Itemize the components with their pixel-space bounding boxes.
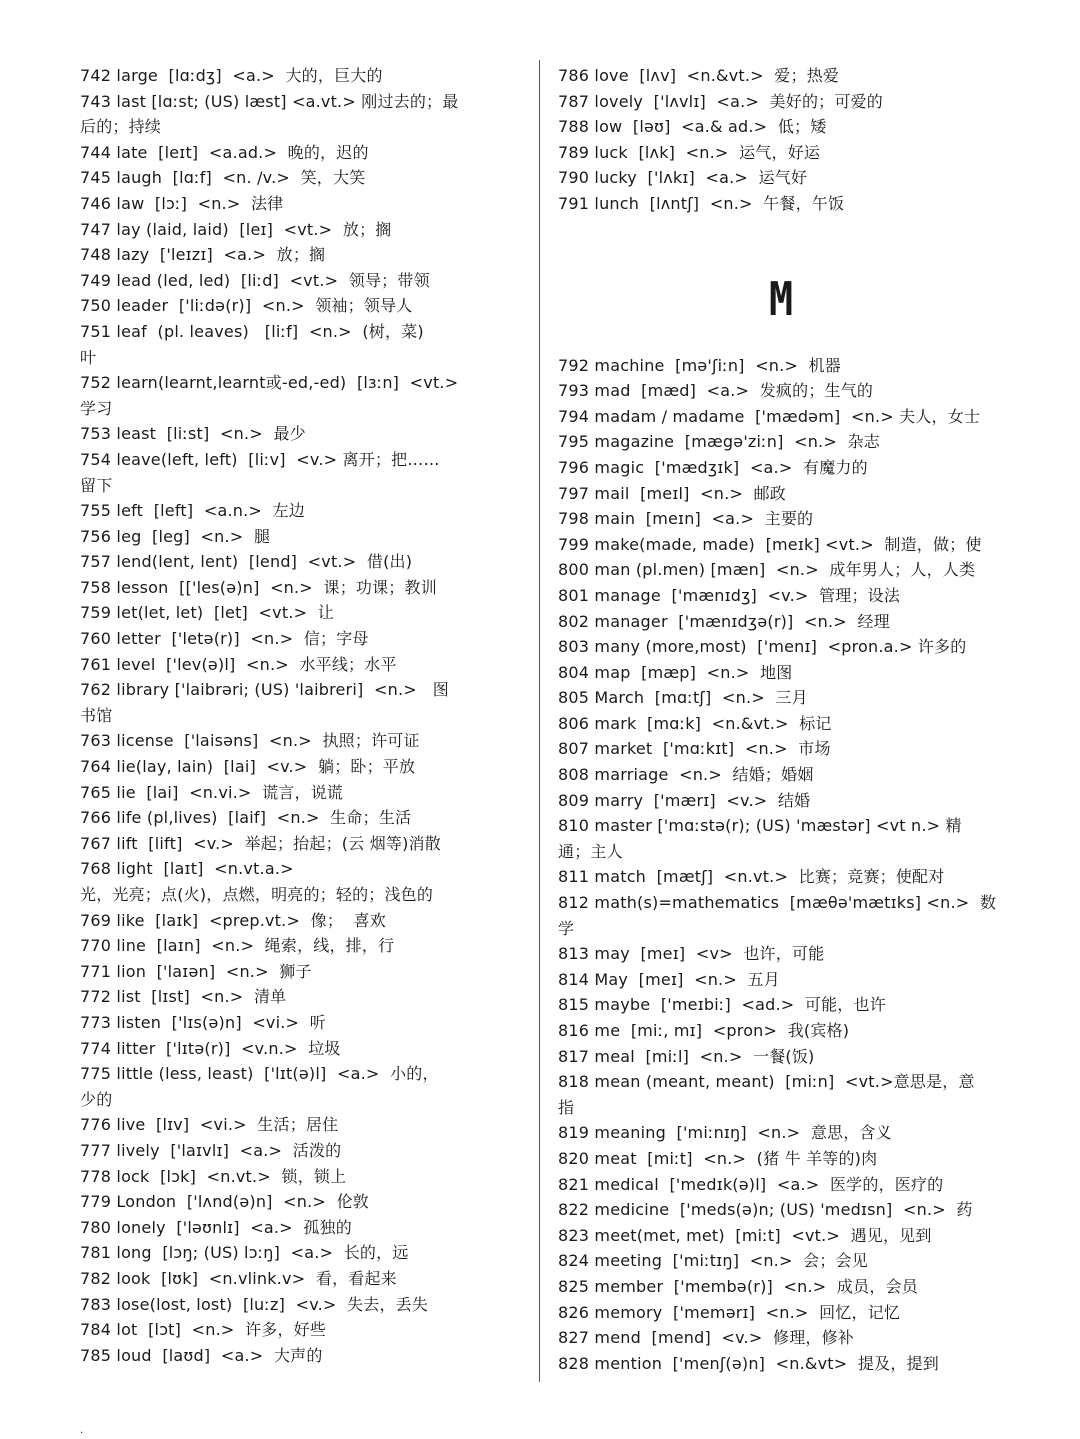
entry-line: 757 lend(lent, lent) [lend] <vt.> 借(出)	[80, 552, 413, 572]
entry-line: 746 law [lɔː] <n.> 法律	[80, 193, 284, 213]
entry-line: 752 learn(learnt,learnt或-ed,-ed) [lɜːn] <vt.>	[80, 373, 459, 393]
entry-line: 少的	[80, 1089, 113, 1109]
entry-line: 770 line [laɪn] <n.> 绳索，线，排，行	[80, 936, 395, 956]
entry-line: 785 loud [laʊd] <a.> 大声的	[80, 1345, 323, 1365]
entry-line: 768 light [laɪt] <n.vt.a.>	[80, 859, 294, 879]
column-divider	[539, 60, 540, 1382]
entry-line: 书馆	[80, 705, 113, 725]
entry-line: 805 March [mɑːtʃ] <n.> 三月	[558, 688, 808, 708]
entry-line: 767 lift [lift] <v.> 举起；抬起；(云 烟等)消散	[80, 833, 441, 853]
entry-line: 809 marry ['mærɪ] <v.> 结婚	[558, 790, 811, 810]
entry-line: 824 meeting ['miːtɪŋ] <n.> 会；会见	[558, 1251, 868, 1271]
entry-line: 823 meet(met, met) [miːt] <vt.> 遇见，见到	[558, 1225, 932, 1245]
entry-line: 指	[558, 1097, 575, 1117]
entry-line: 808 marriage <n.> 结婚；婚姻	[558, 765, 814, 785]
entry-line: 773 listen ['lɪs(ə)n] <vi.> 听	[80, 1012, 326, 1032]
entry-line: 820 meat [miːt] <n.> (猪 牛 羊等的)肉	[558, 1148, 878, 1168]
left-column	[80, 63, 522, 1368]
right-column	[558, 63, 1004, 1376]
entry-line: 762 library ['laibrəri; (US) 'laibreri] <n.> 图	[80, 680, 449, 700]
entry-line: 750 leader ['liːdə(r)] <n.> 领袖；领导人	[80, 296, 413, 316]
entry-line: 通；主人	[558, 841, 623, 861]
entry-line: 826 memory ['memərɪ] <n.> 回忆，记忆	[558, 1302, 901, 1322]
entry-line: 叶	[80, 347, 97, 367]
entry-line: 764 lie(lay, lain) [lai] <v.> 躺；卧；平放	[80, 757, 416, 777]
entry-line: 802 manager ['mænɪdʒə(r)] <n.> 经理	[558, 611, 890, 631]
entry-line: 793 mad [mæd] <a.> 发疯的；生气的	[558, 381, 874, 401]
entry-line: 775 little (less, least) ['lɪt(ə)l] <a.> 小的，	[80, 1064, 439, 1084]
entry-line: 743 last [lɑːst; (US) læst] <a.vt.> 刚过去的；最	[80, 91, 459, 111]
entry-line: 782 look [lʊk] <n.vlink.v> 看，看起来	[80, 1268, 397, 1288]
entry-line: 816 me [miː, mɪ] <pron> 我(宾格)	[558, 1021, 850, 1040]
entry-line: 784 lot [lɔt] <n.> 许多，好些	[80, 1320, 327, 1340]
entry-line: 779 London ['lʌnd(ə)n] <n.> 伦敦	[80, 1192, 369, 1212]
entry-line: 745 laugh [lɑːf] <n. /v.> 笑，大笑	[80, 168, 366, 188]
entry-line: 819 meaning ['miːnɪŋ] <n.> 意思，含义	[558, 1123, 892, 1143]
entry-line: 744 late [leɪt] <a.ad.> 晚的，迟的	[80, 142, 369, 162]
entry-line: 学	[558, 918, 575, 938]
entry-line: 813 may [meɪ] <v> 也许，可能	[558, 944, 825, 964]
entry-line: 742 large [lɑːdʒ] <a.> 大的，巨大的	[80, 66, 383, 85]
section-letter-heading: M	[768, 273, 794, 326]
entry-line: 759 let(let, let) [let] <vt.> 让	[80, 603, 334, 623]
entry-line: 772 list [lɪst] <n.> 清单	[80, 987, 287, 1007]
entry-line: 786 love [lʌv] <n.&vt.> 爱；热爱	[558, 66, 840, 85]
entry-line: 771 lion ['laɪən] <n.> 狮子	[80, 961, 312, 981]
entry-line: 748 lazy ['leɪzɪ] <a.> 放；搁	[80, 245, 326, 265]
entry-line: 806 mark [mɑːk] <n.&vt.> 标记	[558, 713, 832, 733]
entry-line: 821 medical ['medɪk(ə)l] <a.> 医学的，医疗的	[558, 1174, 944, 1194]
entry-line: 810 master ['mɑːstə(r); (US) 'mæstər] <vt n.> 精	[558, 816, 962, 836]
entry-line: 796 magic ['mædʒɪk] <a.> 有魔力的	[558, 457, 868, 477]
entry-line: 825 member ['membə(r)] <n.> 成员，会员	[558, 1276, 918, 1296]
entry-line: 801 manage ['mænɪdʒ] <v.> 管理；设法	[558, 585, 901, 605]
entry-line: 781 long [lɔŋ; (US) lɔːŋ] <a.> 长的，远	[80, 1243, 409, 1263]
entry-line: 807 market ['mɑːkɪt] <n.> 市场	[558, 739, 831, 759]
entry-line: 760 letter ['letə(r)] <n.> 信；字母	[80, 629, 369, 649]
entry-line: 765 lie [lai] <n.vi.> 谎言，说谎	[80, 782, 344, 802]
entry-line: 817 meal [miːl] <n.> 一餐(饭)	[558, 1046, 815, 1066]
entry-line: 822 medicine ['meds(ə)n; (US) 'medɪsn] <n.> 药	[558, 1200, 973, 1220]
entry-line: 827 mend [mend] <v.> 修理，修补	[558, 1328, 855, 1348]
entry-line: 797 mail [meɪl] <n.> 邮政	[558, 483, 786, 503]
entry-line: 766 life (pl,lives) [laif] <n.> 生命；生活	[80, 808, 412, 828]
entry-line: 756 leg [leg] <n.> 腿	[80, 526, 271, 546]
entry-line: 780 lonely ['ləʊnlɪ] <a.> 孤独的	[80, 1217, 352, 1237]
entry-line: 后的；持续	[80, 117, 162, 137]
entry-line: 778 lock [lɔk] <n.vt.> 锁，锁上	[80, 1166, 347, 1186]
right-column-top-entries	[558, 63, 1004, 217]
entry-line: 788 low [ləʊ] <a.& ad.> 低；矮	[558, 117, 827, 137]
entry-line: 777 lively ['laɪvlɪ] <a.> 活泼的	[80, 1140, 342, 1160]
entry-line: 792 machine [mə'ʃiːn] <n.> 机器	[558, 355, 842, 375]
entry-line: 790 lucky ['lʌkɪ] <a.> 运气好	[558, 168, 808, 188]
entry-line: 811 match [mætʃ] <n.vt.> 比赛；竞赛；使配对	[558, 867, 945, 887]
entry-line: 828 mention ['menʃ(ə)n] <n.&vt> 提及，提到	[558, 1353, 939, 1373]
entry-line: 755 left [left] <a.n.> 左边	[80, 501, 305, 521]
entry-line: 749 lead (led, led) [liːd] <vt.> 领导；带领	[80, 270, 430, 290]
entry-line: 747 lay (laid, laid) [leɪ] <vt.> 放；搁	[80, 219, 392, 239]
entry-line: 783 lose(lost, lost) [luːz] <v.> 失去，丢失	[80, 1294, 429, 1314]
entry-line: 776 live [lɪv] <vi.> 生活；居住	[80, 1115, 339, 1135]
entry-line: 795 magazine [mægə'ziːn] <n.> 杂志	[558, 432, 880, 452]
entry-line: 818 mean (meant, meant) [miːn] <vt.>意思是，意	[558, 1072, 975, 1092]
entry-line: 798 main [meɪn] <a.> 主要的	[558, 509, 814, 529]
entry-line: 794 madam / madame ['mædəm] <n.> 夫人，女士	[558, 406, 981, 426]
entry-line: 学习	[80, 398, 113, 418]
entry-line: 769 like [laɪk] <prep.vt.> 像； 喜欢	[80, 910, 386, 930]
entry-line: 787 lovely ['lʌvlɪ] <a.> 美好的；可爱的	[558, 91, 883, 111]
entry-line: 754 leave(left, left) [liːv] <v.> 离开；把……	[80, 449, 440, 469]
entry-line: 758 lesson [['les(ə)n] <n.> 课；功课；教训	[80, 577, 437, 597]
entry-line: 光，光亮；点(火)，点燃，明亮的；轻的；浅色的	[80, 885, 434, 904]
entry-line: 815 maybe ['meɪbiː] <ad.> 可能，也许	[558, 995, 886, 1015]
entry-line: 812 math(s)=mathematics [mæθə'mætɪks] <n.> 数	[558, 893, 997, 913]
entry-line: 803 many (more,most) ['menɪ] <pron.a.> 许多的	[558, 637, 967, 657]
entry-line: 800 man (pl.men) [mæn] <n.> 成年男人；人，人类	[558, 560, 976, 580]
entry-line: 791 lunch [lʌntʃ] <n.> 午餐，午饭	[558, 193, 845, 213]
entry-line: 804 map [mæp] <n.> 地图	[558, 662, 793, 682]
entry-line: 751 leaf (pl. leaves) [liːf] <n.> (树，菜)	[80, 321, 424, 341]
entry-line: 留下	[80, 475, 113, 495]
entry-line: 753 least [liːst] <n.> 最少	[80, 424, 306, 444]
entry-line: 761 level ['lev(ə)l] <n.> 水平线；水平	[80, 654, 397, 674]
entry-line: 799 make(made, made) [meɪk] <vt.> 制造，做；使	[558, 534, 982, 554]
entry-line: 774 litter ['lɪtə(r)] <v.n.> 垃圾	[80, 1038, 341, 1058]
right-column-bottom-entries	[558, 353, 1004, 1377]
entry-line: 789 luck [lʌk] <n.> 运气，好运	[558, 142, 821, 162]
entry-line: 814 May [meɪ] <n.> 五月	[558, 969, 780, 989]
footer-mark: .	[80, 1425, 84, 1436]
entry-line: 763 license ['laisəns] <n.> 执照；许可证	[80, 731, 420, 751]
